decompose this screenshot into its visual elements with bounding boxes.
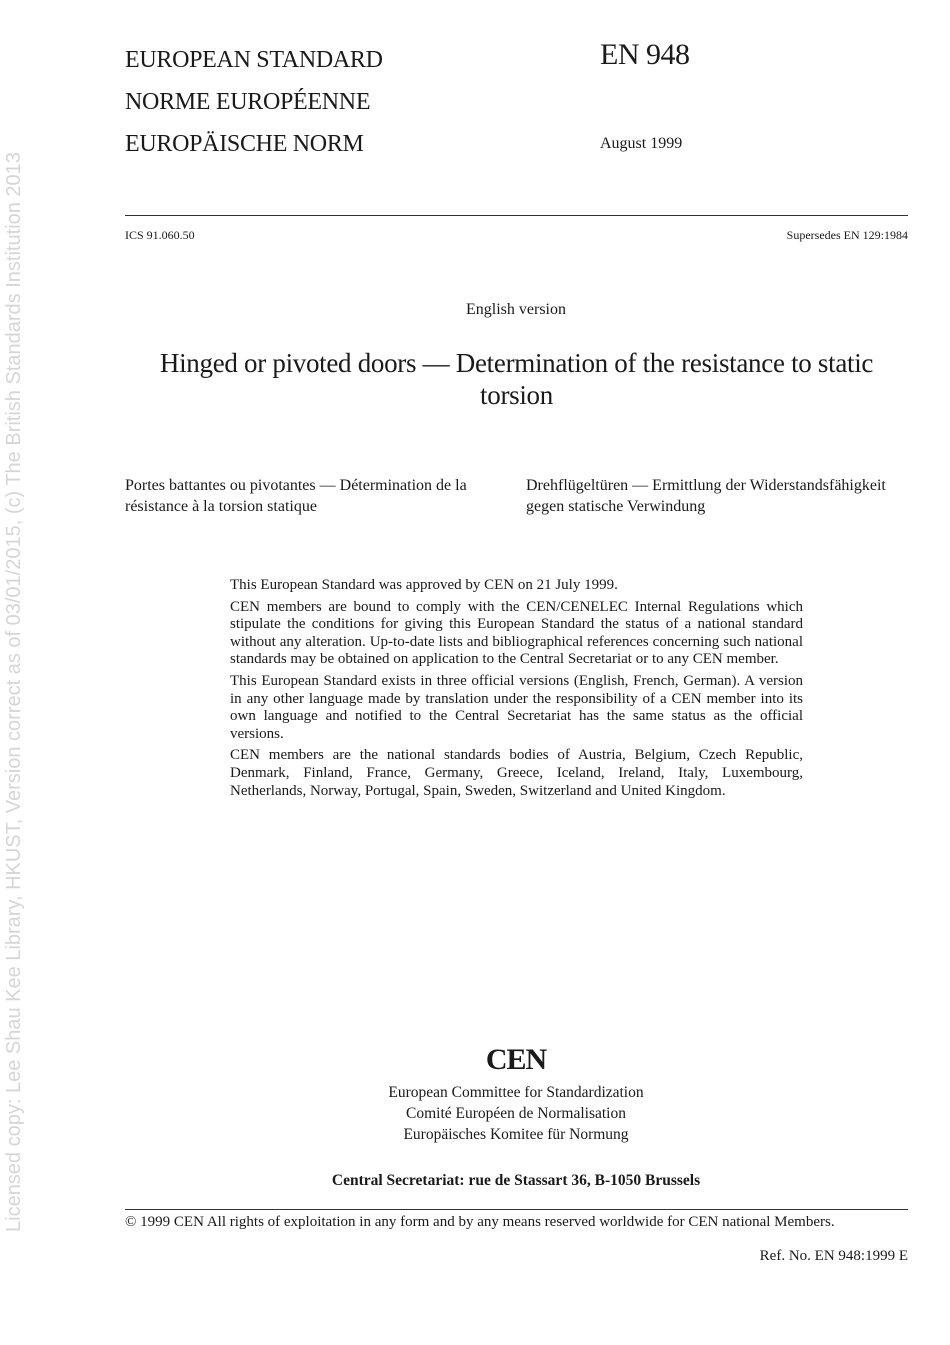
standard-type-english: EUROPEAN STANDARD bbox=[125, 47, 383, 73]
footer-divider bbox=[125, 1209, 908, 1210]
ics-code: ICS 91.060.50 bbox=[125, 228, 195, 242]
organization-name-german: Europäisches Komitee für Normung bbox=[403, 1126, 629, 1143]
reference-number: Ref. No. EN 948:1999 E bbox=[759, 1248, 908, 1264]
copyright-notice: © 1999 CEN All rights of exploitation in any form and by any means reserved worldwide for CEN national Members. bbox=[125, 1214, 835, 1230]
standard-type-french: NORME EUROPÉENNE bbox=[125, 89, 371, 115]
header-divider bbox=[125, 215, 908, 216]
title-french: Portes battantes ou pivotantes — Détermination de la résistance à la torsion statique bbox=[125, 477, 467, 515]
approval-notice bbox=[230, 577, 803, 804]
language-version: English version bbox=[466, 301, 566, 318]
license-watermark: Licensed copy: Lee Shau Kee Library, HKUST, Version correct as of 03/01/2015, (c) The British Standards Institution 2013 bbox=[3, 152, 25, 1232]
approval-paragraph: CEN members are bound to comply with the CEN/CENELEC Internal Regulations which stipulate the conditions for giving this European Standard the status of a national standard without any alteration. Up-to-date lists and bibliographical references concerning such national standards may be obtained on application to the Central Secretariat or to any CEN member. bbox=[230, 598, 803, 668]
approval-paragraph: This European Standard exists in three official versions (English, French, German). A version in any other language made by translation under the responsibility of a CEN member into its own language and notified to the Central Secretariat has the same status as the official versions. bbox=[230, 672, 803, 742]
approval-paragraph: CEN members are the national standards bodies of Austria, Belgium, Czech Republic, Denmark, Finland, France, Germany, Greece, Iceland, Ireland, Italy, Luxembourg, Netherlands, Norway, Portugal, Spain, Sweden, Switzerland and United Kingdom. bbox=[230, 747, 803, 799]
document-title: Hinged or pivoted doors — Determination of the resistance to static torsion bbox=[159, 348, 874, 410]
organization-name-english: European Committee for Standardization bbox=[388, 1084, 644, 1101]
standard-number: EN 948 bbox=[600, 38, 690, 71]
publication-date: August 1999 bbox=[600, 135, 683, 152]
title-german: Drehflügeltüren — Ermittlung der Widerstandsfähigkeit gegen statische Verwindung bbox=[526, 477, 886, 515]
standard-type-german: EUROPÄISCHE NORM bbox=[125, 131, 364, 157]
supersedes-note: Supersedes EN 129:1984 bbox=[786, 228, 908, 242]
approval-paragraph: This European Standard was approved by CEN on 21 July 1999. bbox=[230, 577, 618, 593]
cen-logo: CEN bbox=[485, 1043, 547, 1076]
organization-name-french: Comité Européen de Normalisation bbox=[406, 1105, 626, 1122]
secretariat-address: Central Secretariat: rue de Stassart 36, B-1050 Brussels bbox=[331, 1172, 701, 1189]
